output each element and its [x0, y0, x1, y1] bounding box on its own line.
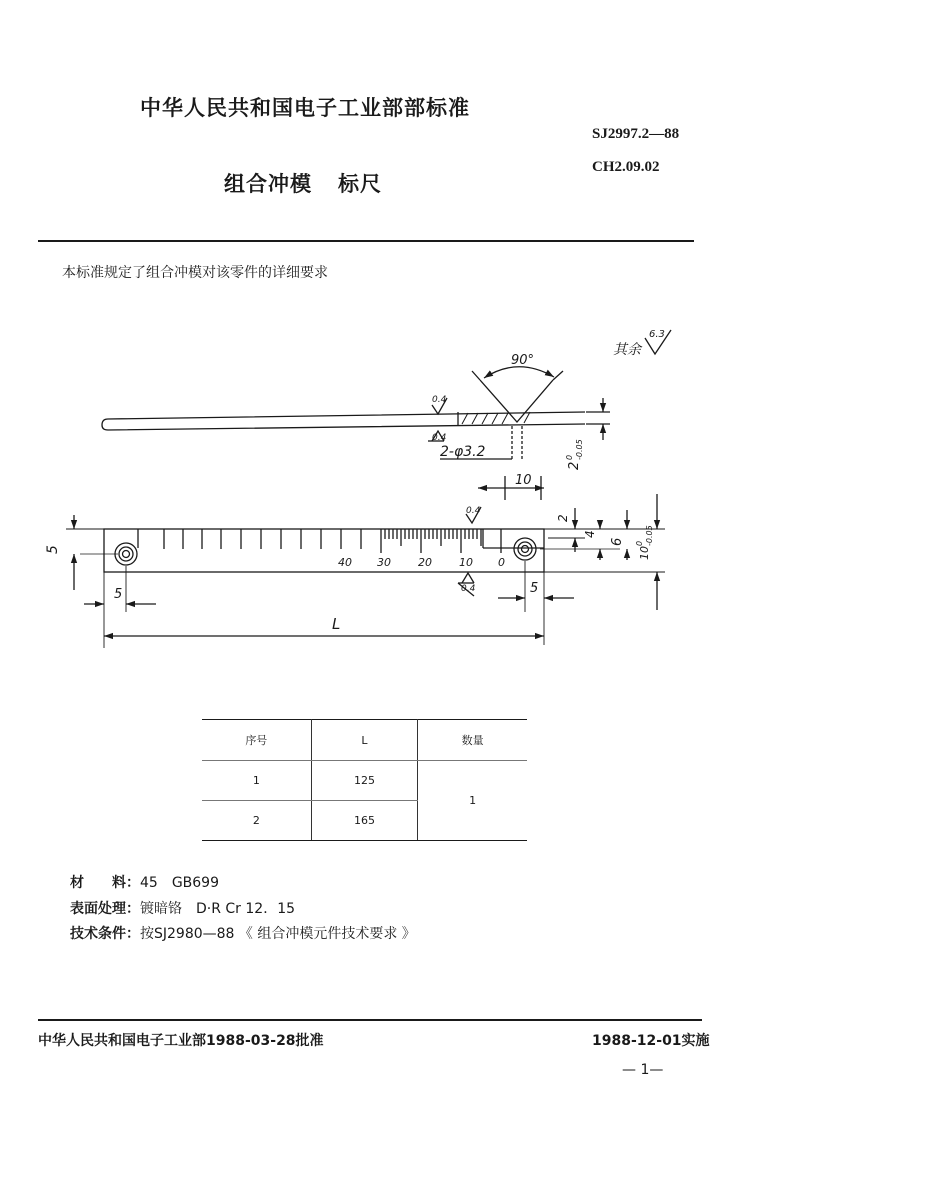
scale-label-0: 0: [498, 556, 505, 569]
material-label: 材 料：: [70, 875, 140, 891]
left-hole: [115, 543, 137, 565]
thickness-tol-lower: -0.05: [575, 439, 584, 460]
row1-no: 1: [202, 761, 311, 801]
col-header-L: L: [311, 720, 418, 761]
spec-table: [202, 719, 527, 841]
tech-line: [70, 923, 416, 943]
row1-L: 125: [311, 761, 418, 801]
surface-label: 表面处理：: [70, 901, 140, 917]
width-tol-upper: 0: [635, 540, 644, 546]
class-code: CH2.09.02: [592, 159, 660, 175]
surface-line: [70, 898, 295, 918]
angle-lines: [480, 380, 553, 422]
roughness-fine-bottom: 0.4: [432, 433, 447, 443]
title-part1: 组合冲模: [224, 172, 312, 196]
page-title: [224, 168, 382, 198]
approval-date: 中华人民共和国电子工业部1988-03-28批准: [38, 1033, 324, 1049]
thickness-dim: 2: [567, 461, 582, 470]
scope-text: 本标准规定了组合冲模对该零件的详细要求: [62, 265, 328, 281]
dim-2: 2: [556, 514, 570, 522]
dim-10: 10: [515, 473, 532, 488]
quantity-cell: 1: [418, 761, 527, 841]
right-hole: [514, 538, 536, 560]
roughness-default-value: 6.3: [649, 329, 665, 340]
tech-value: 按SJ2980—88 《 组合冲模元件技术要求 》: [140, 926, 416, 942]
dim-5-left: 5: [45, 545, 61, 554]
technical-drawing: [0, 310, 950, 670]
dim-5-bottom-right: 5: [530, 581, 539, 596]
material-value: 45 GB699: [140, 875, 219, 891]
dim-6: 6: [610, 537, 625, 546]
scale-label-40: 40: [338, 556, 352, 569]
footer-rule: [38, 1019, 702, 1021]
angle-label: 90°: [511, 353, 535, 368]
ruler-body: [104, 529, 544, 572]
standard-code: SJ2997.2—88: [592, 126, 680, 142]
roughness-note-label: 其余: [613, 342, 641, 358]
page-number: — 1—: [622, 1062, 664, 1078]
scale-label-20: 20: [418, 556, 432, 569]
roughness-fine-top: 0.4: [432, 395, 447, 405]
title-part2: 标尺: [338, 172, 382, 196]
scale-label-10: 10: [459, 556, 473, 569]
hole-callout: 2-φ3.2: [440, 444, 486, 460]
ministry-standard-heading: 中华人民共和国电子工业部部标准: [140, 96, 470, 120]
scale-ticks: [164, 529, 501, 553]
angle-arc: [484, 367, 554, 378]
roughness-mark-front-bottom: [462, 573, 474, 583]
col-header-no: 序号: [202, 720, 311, 761]
col-header-qty: 数量: [418, 720, 527, 761]
material-line: [70, 872, 219, 892]
table-row: [202, 761, 527, 801]
dim-L: L: [332, 615, 341, 633]
scale-label-30: 30: [377, 556, 391, 569]
surface-value: 镀暗铬 D·R Cr 12．15: [140, 901, 296, 917]
row2-L: 165: [311, 801, 418, 841]
row2-no: 2: [202, 801, 311, 841]
tech-label: 技术条件：: [70, 926, 140, 942]
thickness-tol-upper: 0: [565, 454, 574, 460]
dim-4: 4: [583, 530, 597, 538]
roughness-fine-front-top: 0.4: [466, 506, 481, 516]
dim-5-bottom-left: 5: [114, 587, 123, 602]
width-tol-lower: -0.05: [645, 525, 654, 546]
header-rule: [38, 240, 694, 242]
effective-date: 1988-12-01实施: [592, 1033, 710, 1049]
roughness-fine-front-bottom: 0.4: [461, 584, 476, 594]
width-dim: 10: [638, 546, 651, 560]
